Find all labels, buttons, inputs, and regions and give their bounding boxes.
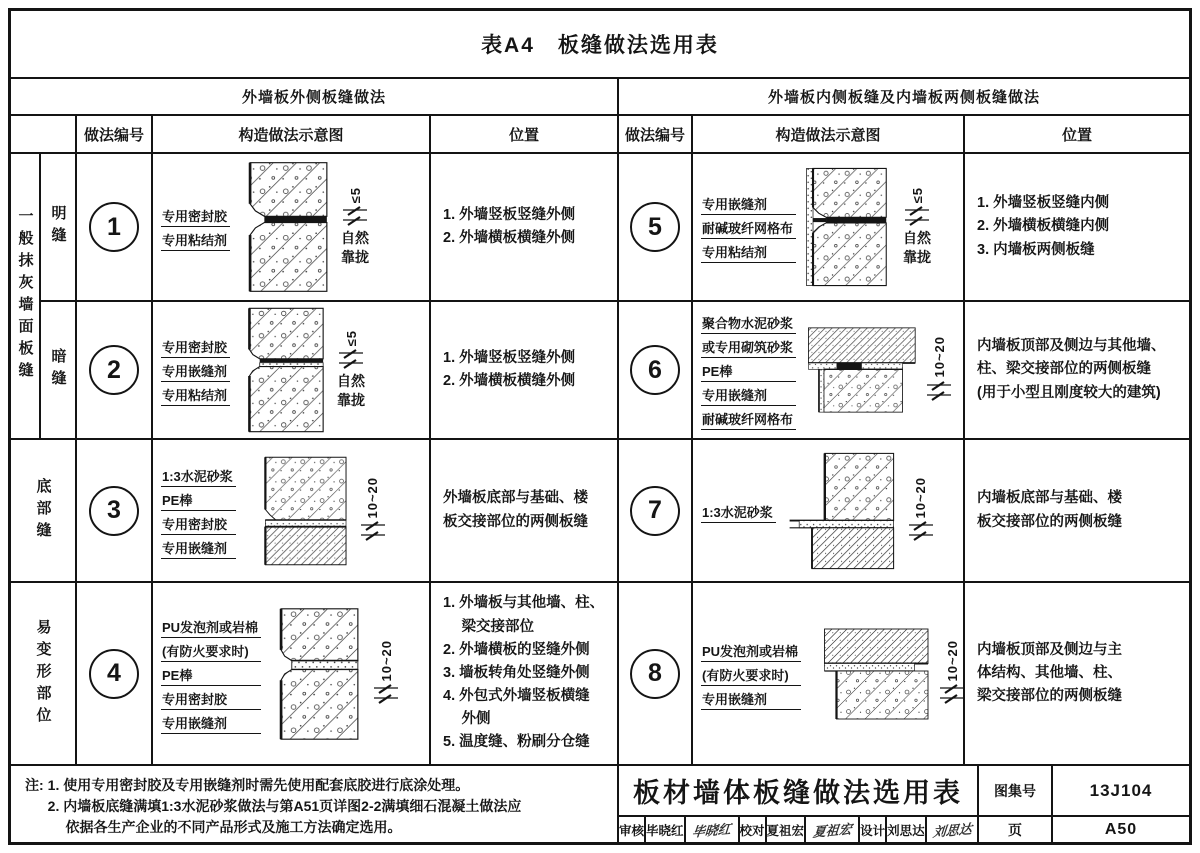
design-label: 设计 — [860, 817, 887, 842]
location-line: 4. 外包式外墙竖板横缝 — [443, 688, 590, 705]
method-number-cell-8 — [619, 583, 691, 764]
dimension-text: 10~20 — [378, 639, 394, 682]
material-label: 专用嵌缝剂 — [161, 710, 261, 734]
location-line: 2. 外墙横板横缝内侧 — [977, 218, 1110, 235]
dimension-text: ≤5 — [909, 186, 925, 204]
location-line: 板交接部位的两侧板缝 — [443, 513, 588, 530]
location-line: 2. 外墙横板的竖缝外侧 — [443, 641, 590, 658]
location-line: 3. 内墙板两侧板缝 — [977, 241, 1095, 258]
location-cell-2 — [431, 302, 617, 438]
material-labels — [701, 191, 796, 263]
location-line: 2. 外墙横板横缝外侧 — [443, 373, 576, 389]
dimension-text: 10~20 — [913, 476, 929, 519]
location-line: 内墙板底部与基础、楼 — [977, 490, 1122, 507]
vertical-joint-diagram-icon — [234, 306, 330, 434]
location-line: 梁交接部位的两侧板缝 — [977, 688, 1122, 705]
material-label: 专用粘结剂 — [161, 227, 230, 251]
group-header-right: 外墙板内侧板缝及内墙板两侧板缝做法 — [619, 79, 1189, 114]
material-label: (有防火要求时) — [161, 638, 261, 662]
material-label: 专用密封胶 — [161, 203, 230, 227]
method-number-badge: 4 — [89, 649, 139, 699]
joint-table — [11, 11, 1189, 842]
dimension-note: 自然靠拢 — [337, 373, 366, 409]
page-number: A50 — [1053, 817, 1189, 842]
material-label: PU发泡剂或岩棉 — [701, 638, 801, 662]
atlas-number-value: 13J104 — [1053, 766, 1189, 815]
dimension — [338, 187, 372, 267]
col-header-location-right: 位置 — [965, 116, 1189, 152]
location-line: 1. 外墙竖板竖缝外侧 — [443, 206, 576, 223]
material-label: 专用嵌缝剂 — [701, 686, 801, 710]
title-block — [619, 766, 1189, 842]
material-labels — [701, 638, 801, 710]
material-labels — [161, 463, 236, 559]
dimension-tick-icon — [905, 204, 929, 228]
location-cell-3 — [431, 440, 617, 581]
diagram-cell-3 — [153, 440, 429, 581]
top-joint-diagram-icon — [805, 613, 931, 735]
category-deformable-area: 易变形部位 — [11, 583, 75, 764]
reviewer-name: 毕晓红 — [646, 817, 686, 842]
diagram-cell-2 — [153, 302, 429, 438]
sheet-title: 板材墙体板缝做法选用表 — [619, 766, 977, 815]
location-line: 柱、梁交接部位的两侧板缝 — [977, 361, 1151, 378]
material-label: 专用嵌缝剂 — [701, 191, 796, 215]
vertical-joint-diagram-icon — [234, 160, 334, 294]
category-hidden-joint: 暗缝 — [41, 302, 75, 438]
diagram-cell-4 — [153, 583, 429, 764]
location-line: 外墙板底部与基础、楼 — [443, 490, 588, 507]
dimension-tick-icon — [361, 519, 385, 543]
notes-lines — [48, 775, 522, 838]
material-labels — [161, 203, 230, 251]
dimension-text: 10~20 — [944, 639, 960, 682]
location-line: 2. 外墙横板横缝外侧 — [443, 230, 576, 246]
dimension — [334, 330, 368, 410]
dimension — [935, 640, 963, 708]
header-blank-cell — [11, 116, 75, 152]
checker-signature: 夏祖宏 — [806, 817, 860, 842]
location-cell-1 — [431, 154, 617, 300]
diagram-cell-7 — [693, 440, 963, 581]
review-label: 审核 — [619, 817, 646, 842]
method-number-cell-4 — [77, 583, 151, 764]
material-labels — [701, 499, 776, 523]
signature-strip — [619, 817, 977, 842]
dimension — [904, 477, 938, 545]
material-label: 专用粘结剂 — [161, 382, 230, 406]
material-labels — [701, 310, 796, 430]
col-header-method-no-right: 做法编号 — [619, 116, 691, 152]
note-line: 1. 使用专用密封胶及专用嵌缝剂时需先使用配套底胶进行底涂处理。 — [47, 777, 470, 793]
material-label: (有防火要求时) — [701, 662, 801, 686]
notes-cell — [11, 766, 617, 842]
location-line: 1. 外墙竖板竖缝内侧 — [977, 195, 1110, 212]
category-general-plaster: 一般抹灰墙面板缝 — [11, 154, 39, 438]
method-number-badge: 7 — [630, 486, 680, 536]
col-header-diagram-left: 构造做法示意图 — [153, 116, 429, 152]
col-header-location-left: 位置 — [431, 116, 617, 152]
material-label: PU发泡剂或岩棉 — [161, 614, 261, 638]
location-cell-8 — [965, 583, 1189, 764]
top-joint-diagram-icon — [800, 311, 918, 429]
dimension-note: 自然靠拢 — [903, 230, 932, 266]
group-header-left: 外墙板外侧板缝做法 — [11, 79, 617, 114]
diagram-cell-1 — [153, 154, 429, 300]
material-label: 专用密封胶 — [161, 511, 236, 535]
note-line: 2. 内墙板底缝满填1:3水泥砂浆做法与第A51页详图2-2满填细石混凝土做法应 — [47, 798, 522, 814]
material-label: 专用密封胶 — [161, 686, 261, 710]
material-label: 耐碱玻纤网格布 — [701, 215, 796, 239]
col-header-method-no-left: 做法编号 — [77, 116, 151, 152]
designer-signature: 刘思达 — [932, 821, 973, 840]
method-number-badge: 3 — [89, 486, 139, 536]
dimension-text: ≤5 — [347, 186, 363, 204]
material-label: 耐碱玻纤网格布 — [701, 406, 796, 430]
material-label: 1:3水泥砂浆 — [701, 499, 776, 523]
location-line: 3. 墙板转角处竖缝外侧 — [443, 664, 590, 681]
material-label: 专用嵌缝剂 — [161, 358, 230, 382]
location-line: 1. 外墙板与其他墙、柱、 — [443, 595, 605, 612]
method-number-cell-5 — [619, 154, 691, 300]
location-line: 内墙板顶部及侧边与其他墙、 — [977, 338, 1166, 355]
notes-label: 注: — [25, 777, 44, 793]
table-title: 表A4 板缝做法选用表 — [11, 11, 1189, 77]
location-cell-6 — [965, 302, 1189, 438]
method-number-badge: 1 — [89, 202, 139, 252]
category-bottom-joint: 底部缝 — [11, 440, 75, 581]
method-number-badge: 2 — [89, 345, 139, 395]
method-number-badge: 5 — [630, 202, 680, 252]
material-label: 或专用砌筑砂浆 — [701, 334, 796, 358]
material-label: 专用密封胶 — [161, 334, 230, 358]
location-line: 外侧 — [443, 711, 491, 728]
location-line: 板交接部位的两侧板缝 — [977, 513, 1122, 530]
material-labels — [161, 614, 261, 734]
check-label: 校对 — [740, 817, 767, 842]
material-label: 专用嵌缝剂 — [161, 535, 236, 559]
drawing-frame — [8, 8, 1192, 845]
method-number-badge: 8 — [630, 649, 680, 699]
vertical-joint-diagram-icon — [800, 160, 896, 294]
method-number-cell-6 — [619, 302, 691, 438]
method-number-cell-2 — [77, 302, 151, 438]
method-number-badge: 6 — [630, 345, 680, 395]
category-open-joint: 明缝 — [41, 154, 75, 300]
material-label: 1:3水泥砂浆 — [161, 463, 236, 487]
method-number-cell-1 — [77, 154, 151, 300]
location-cell-7 — [965, 440, 1189, 581]
material-label: PE棒 — [161, 487, 236, 511]
reviewer-signature: 毕晓红 — [686, 817, 740, 842]
dimension-tick-icon — [940, 682, 963, 706]
dimension — [900, 187, 934, 267]
diagram-cell-8 — [693, 583, 963, 764]
dimension-text: ≤5 — [343, 329, 359, 347]
checker-name: 夏祖宏 — [767, 817, 807, 842]
dimension-tick-icon — [927, 379, 951, 403]
method-number-cell-7 — [619, 440, 691, 581]
dimension-tick-icon — [343, 204, 367, 228]
dimension-text: 10~20 — [365, 476, 381, 519]
location-line: 梁交接部位 — [443, 618, 535, 635]
dimension-tick-icon — [339, 347, 363, 371]
dimension — [369, 640, 403, 708]
atlas-number-label: 图集号 — [979, 766, 1051, 815]
note-line: 依据各生产企业的不同产品形式及施工方法确定选用。 — [47, 819, 402, 835]
material-label: PE棒 — [701, 358, 796, 382]
page-label: 页 — [979, 817, 1051, 842]
material-label: 专用嵌缝剂 — [701, 382, 796, 406]
diagram-cell-5 — [693, 154, 963, 300]
location-line: (用于小型且刚度较大的建筑) — [977, 384, 1161, 401]
material-labels — [161, 334, 230, 406]
location-line: 内墙板顶部及侧边与主 — [977, 641, 1122, 658]
vertical-joint-diagram-icon — [265, 600, 365, 748]
material-label: 专用粘结剂 — [701, 239, 796, 263]
method-number-cell-3 — [77, 440, 151, 581]
diagram-cell-6 — [693, 302, 963, 438]
dimension — [356, 477, 390, 545]
dimension-tick-icon — [909, 519, 933, 543]
designer-name: 刘思达 — [887, 817, 927, 842]
material-label: PE棒 — [161, 662, 261, 686]
bottom-joint-diagram-icon — [240, 449, 352, 573]
col-header-diagram-right: 构造做法示意图 — [693, 116, 963, 152]
location-line: 体结构、其他墙、柱、 — [977, 664, 1122, 681]
location-line: 5. 温度缝、粉刷分仓缝 — [443, 734, 590, 751]
location-cell-4 — [431, 583, 617, 764]
bottom-joint-diagram-icon — [780, 449, 900, 573]
location-line: 1. 外墙竖板竖缝外侧 — [443, 349, 576, 366]
dimension — [922, 336, 956, 404]
dimension-text: 10~20 — [931, 336, 947, 378]
dimension-tick-icon — [374, 682, 398, 706]
dimension-note: 自然靠拢 — [341, 230, 370, 266]
location-cell-5 — [965, 154, 1189, 300]
material-label: 聚合物水泥砂浆 — [701, 310, 796, 334]
